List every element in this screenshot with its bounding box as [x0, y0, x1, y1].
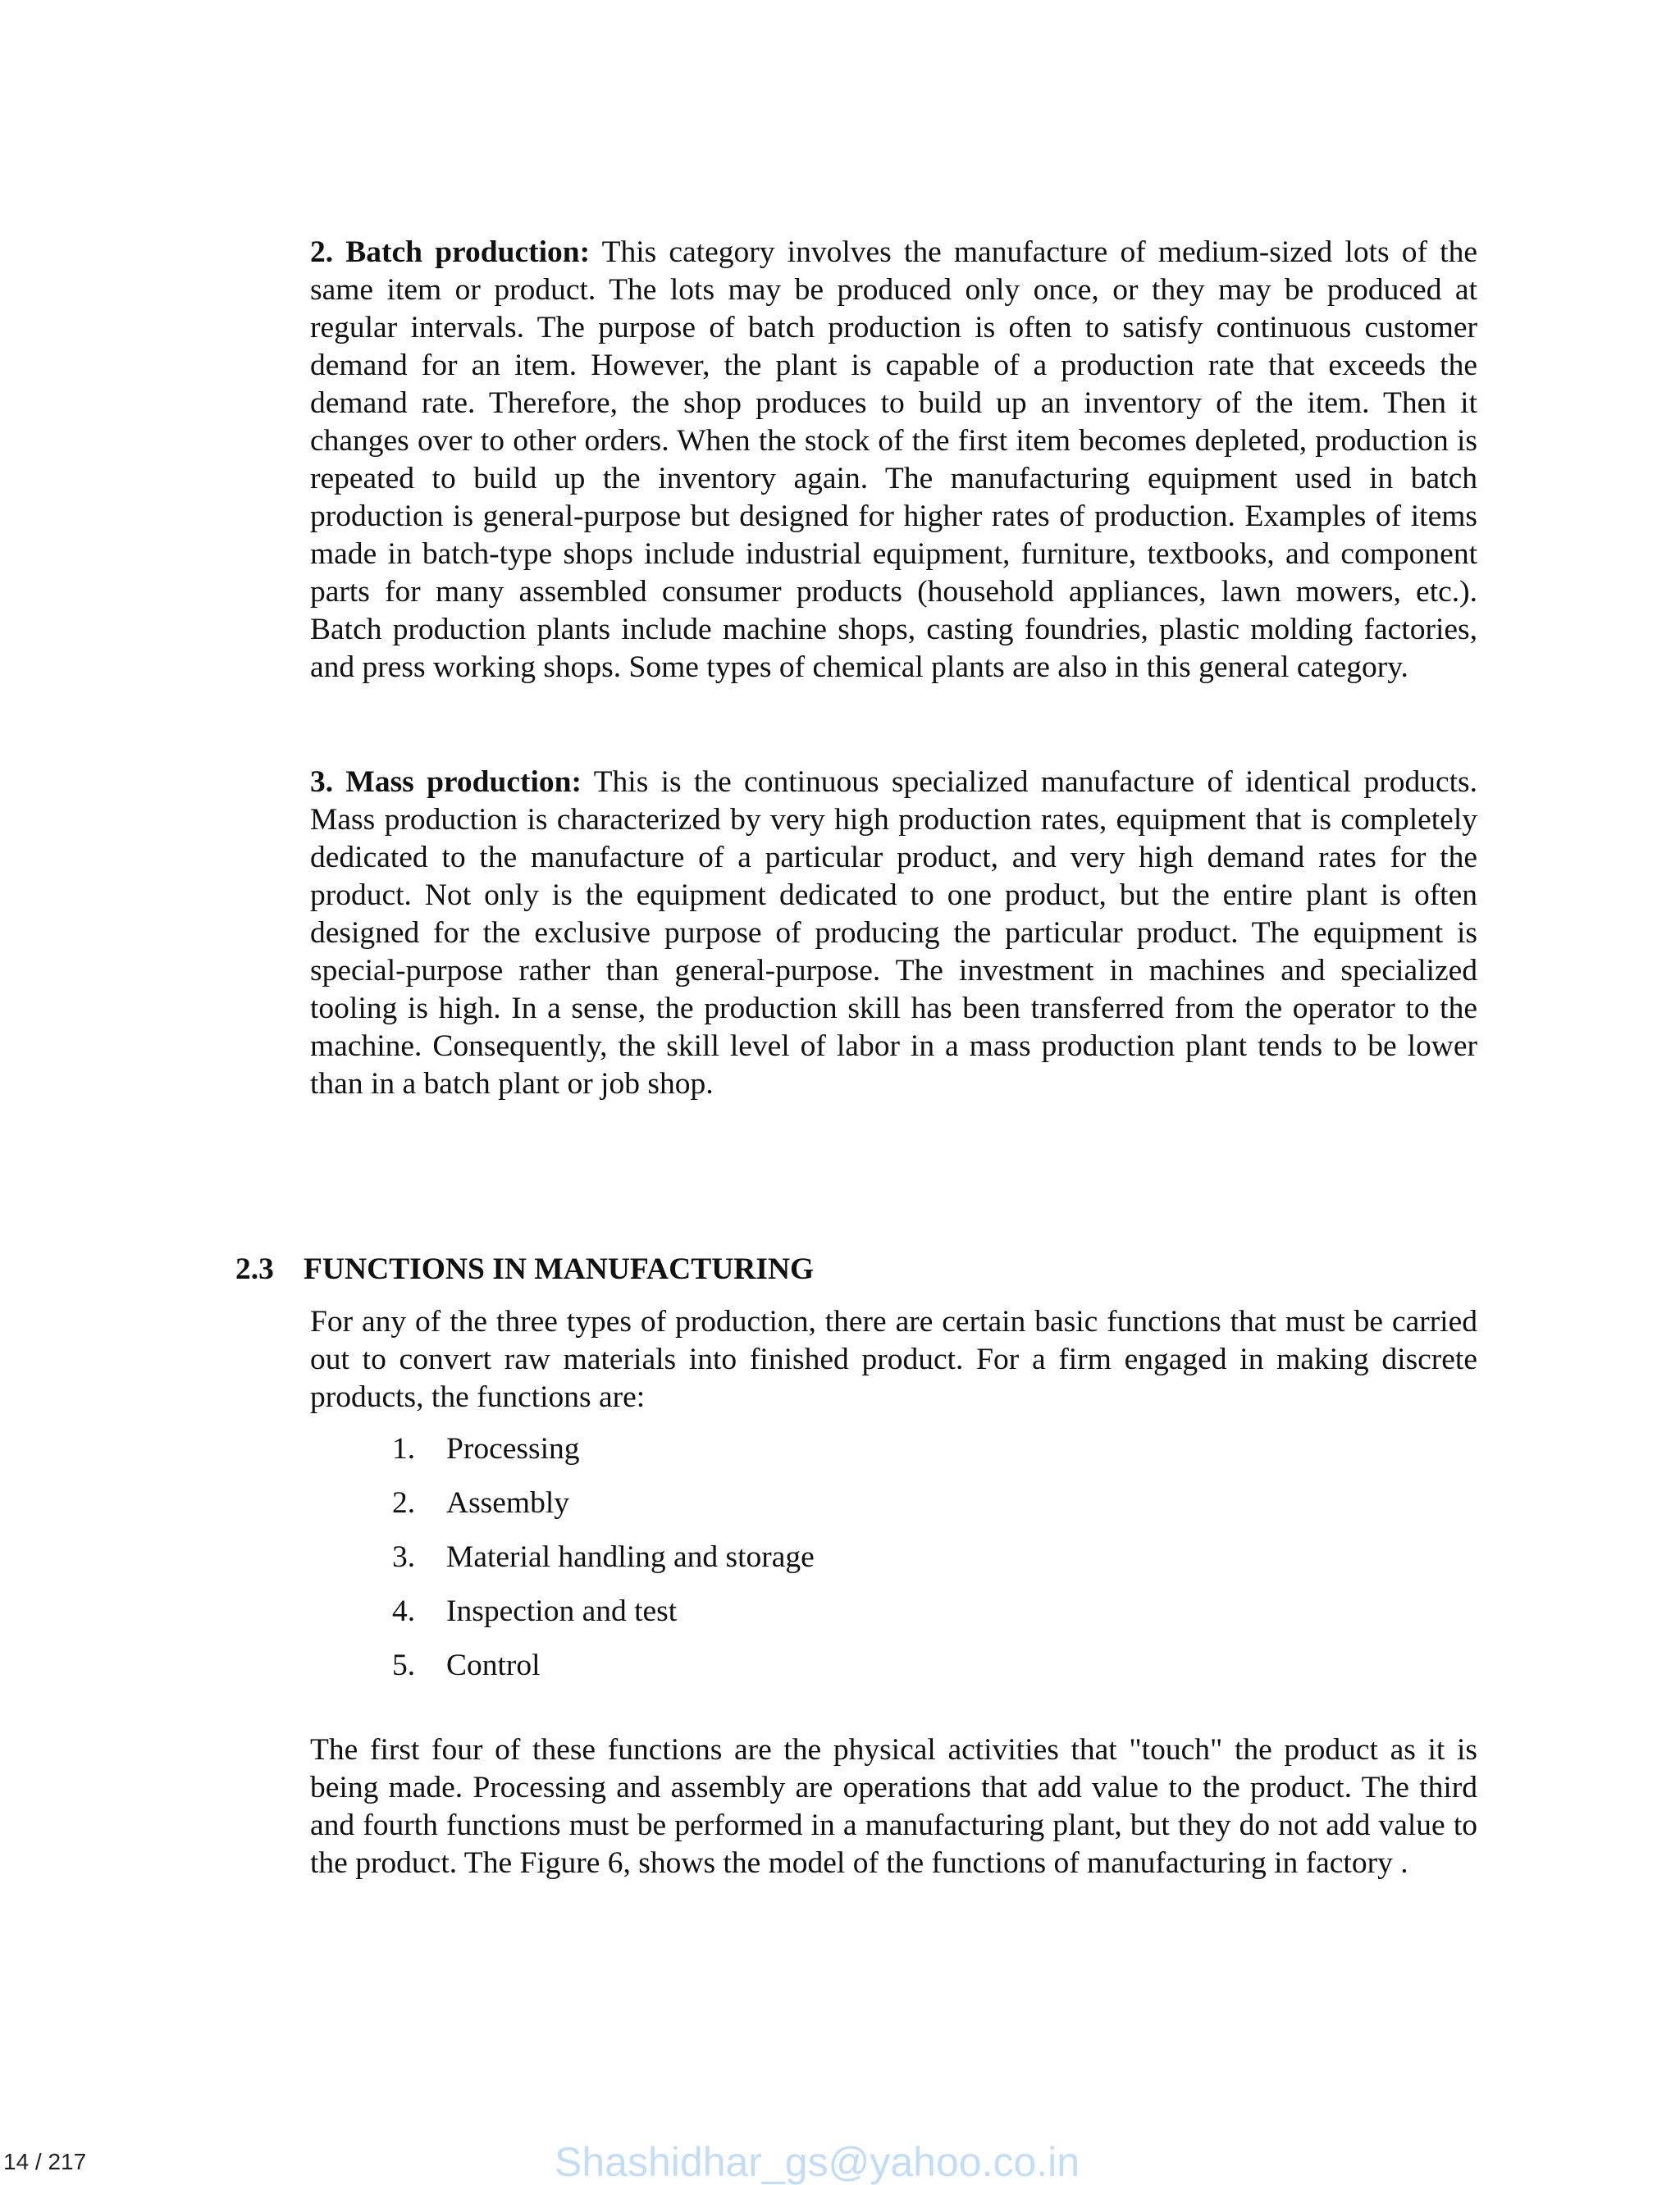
- list-item: [392, 1430, 815, 1485]
- list-item-number: 4.: [392, 1594, 416, 1628]
- list-item-label: Processing: [446, 1432, 580, 1466]
- functions-intro-paragraph: For any of the three types of production, there are certain basic functions that must be carried out to convert raw materials into finished product. For a firm engaged in making discrete products, the functions are:: [310, 1305, 1477, 1414]
- mass-production-title: 3. Mass production:: [310, 765, 582, 799]
- list-item-label: Inspection and test: [446, 1594, 678, 1628]
- functions-list: [392, 1430, 815, 1701]
- list-item: [392, 1647, 815, 1701]
- section-title: FUNCTIONS IN MANUFACTURING: [304, 1252, 815, 1286]
- list-item-label: Control: [446, 1649, 541, 1682]
- batch-production-title: 2. Batch production:: [310, 235, 591, 269]
- email-watermark: Shashidhar_gs@yahoo.co.in: [555, 2139, 1080, 2185]
- mass-production-paragraph: [310, 764, 1477, 1103]
- section-heading: [235, 1251, 814, 1289]
- batch-production-paragraph: [310, 234, 1477, 687]
- section-number: 2.3: [235, 1252, 274, 1286]
- page-number: 14 / 217: [3, 2149, 87, 2174]
- list-item-number: 2.: [392, 1486, 416, 1520]
- list-item: [392, 1539, 815, 1593]
- batch-production-text: This category involves the manufacture of medium-sized lots of the same item or product. The lots may be produced only once, or they may be produced at regular intervals. The purpose of batch production is often to satisfy continuous customer demand for an item. However, the plant is capable of a production rate that exceeds the demand rate. Therefore, the shop produces to build up an inventory of the item. Then it changes over to other orders. When the stock of the first item becomes depleted, production is repeated to build up the inventory again. The manufacturing equipment used in batch production is general-purpose but designed for higher rates of production. Examples of items made in batch-type shops include industrial equipment, furniture, textbooks, and component parts for many assembled consumer products (household appliances, lawn mowers, etc.). Batch production plants include machine shops, casting foundries, plastic molding factories, and press working shops. Some types of chemical plants are also in this general category.: [310, 235, 1477, 684]
- list-item-label: Assembly: [446, 1486, 569, 1520]
- mass-production-text: This is the continuous specialized manufacture of identical products. Mass production is characterized by very high production rates, equipment that is completely dedicated to the manufacture of a particular product, and very high demand rates for the product. Not only is the equipment dedicated to one product, but the entire plant is often designed for the exclusive purpose of producing the particular product. The equipment is special-purpose rather than general-purpose. The investment in machines and specialized tooling is high. In a sense, the production skill has been transferred from the operator to the machine. Consequently, the skill level of labor in a mass production plant tends to be lower than in a batch plant or job shop.: [310, 765, 1477, 1101]
- list-item-number: 1.: [392, 1432, 416, 1466]
- functions-summary-paragraph: The first four of these functions are the physical activities that "touch" the product as it is being made. Processing and assembly are operations that add value to the product. The third and fourth functions must be performed in a manufacturing plant, but they do not add value to the product. The Figure 6, shows the model of the functions of manufacturing in factory .: [310, 1733, 1477, 1880]
- list-item: [392, 1485, 815, 1539]
- list-item-number: 5.: [392, 1649, 416, 1682]
- list-item-label: Material handling and storage: [446, 1540, 815, 1574]
- list-item-number: 3.: [392, 1540, 416, 1574]
- list-item: [392, 1593, 815, 1647]
